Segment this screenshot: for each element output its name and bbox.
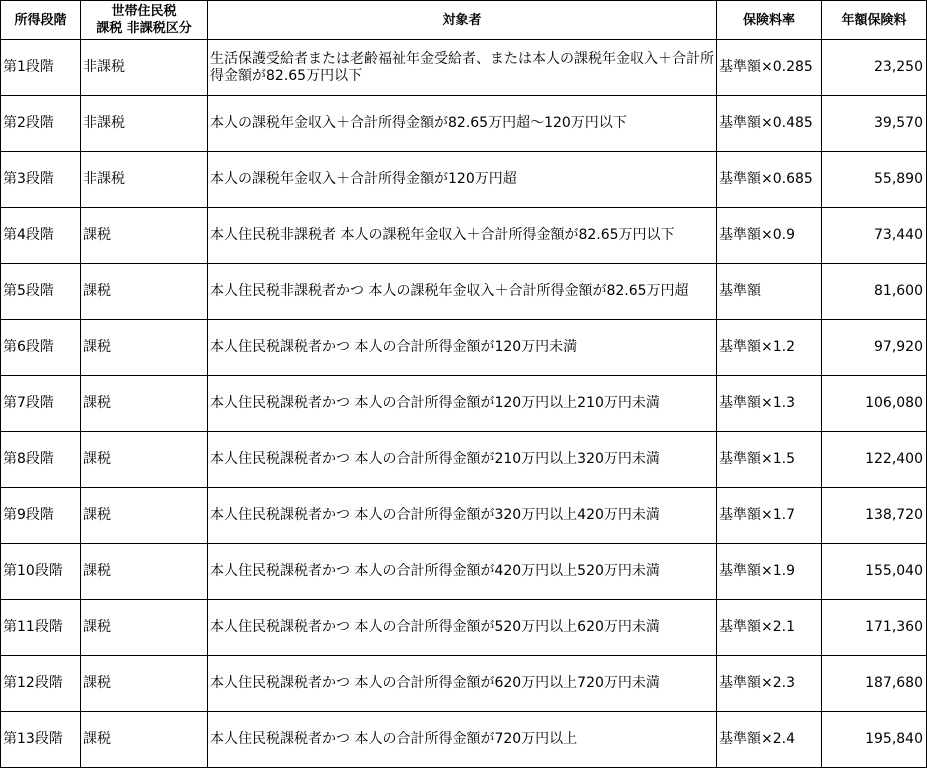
cell-target: 本人住民税非課税者 本人の課税年金収入＋合計所得金額が82.65万円以下 [208,208,717,264]
cell-tax: 非課税 [81,40,208,96]
cell-annual: 81,600 [822,264,927,320]
table-row [1,488,927,544]
cell-annual: 55,890 [822,152,927,208]
header-household-tax [81,1,208,40]
table-row [1,152,927,208]
cell-annual: 106,080 [822,376,927,432]
cell-target: 生活保護受給者または老齢福祉年金受給者、または本人の課税年金収入＋合計所得金額が82.65万円以下 [208,40,717,96]
table-row [1,96,927,152]
cell-annual: 138,720 [822,488,927,544]
cell-annual: 187,680 [822,656,927,712]
table-row [1,656,927,712]
header-grade: 所得段階 [1,1,81,40]
table-row [1,264,927,320]
header-household-line2: 課税 非課税区分 [96,21,192,36]
cell-tax: 非課税 [81,96,208,152]
cell-target: 本人住民税課税者かつ 本人の合計所得金額が120万円以上210万円未満 [208,376,717,432]
cell-rate: 基準額×1.9 [717,544,822,600]
cell-annual: 171,360 [822,600,927,656]
header-rate: 保険料率 [717,1,822,40]
cell-annual: 195,840 [822,712,927,768]
cell-target: 本人住民税非課税者かつ 本人の課税年金収入＋合計所得金額が82.65万円超 [208,264,717,320]
cell-grade: 第3段階 [1,152,81,208]
cell-grade: 第8段階 [1,432,81,488]
cell-grade: 第13段階 [1,712,81,768]
table-row [1,600,927,656]
cell-rate: 基準額×1.7 [717,488,822,544]
cell-tax: 課税 [81,376,208,432]
cell-rate: 基準額×1.2 [717,320,822,376]
cell-tax: 課税 [81,600,208,656]
cell-rate: 基準額×0.9 [717,208,822,264]
table-row [1,432,927,488]
cell-grade: 第2段階 [1,96,81,152]
cell-grade: 第10段階 [1,544,81,600]
cell-tax: 課税 [81,432,208,488]
table-row [1,40,927,96]
table-row [1,320,927,376]
cell-target: 本人住民税課税者かつ 本人の合計所得金額が620万円以上720万円未満 [208,656,717,712]
header-target: 対象者 [208,1,717,40]
cell-tax: 非課税 [81,152,208,208]
cell-rate: 基準額×0.485 [717,96,822,152]
cell-tax: 課税 [81,320,208,376]
header-household-line1: 世帯住民税 [111,4,177,19]
cell-annual: 97,920 [822,320,927,376]
header-row [1,1,927,40]
cell-target: 本人住民税課税者かつ 本人の合計所得金額が420万円以上520万円未満 [208,544,717,600]
cell-tax: 課税 [81,712,208,768]
cell-grade: 第12段階 [1,656,81,712]
cell-grade: 第1段階 [1,40,81,96]
cell-grade: 第5段階 [1,264,81,320]
cell-rate: 基準額×1.3 [717,376,822,432]
table-row [1,376,927,432]
cell-grade: 第11段階 [1,600,81,656]
cell-rate: 基準額×2.3 [717,656,822,712]
cell-rate: 基準額×0.685 [717,152,822,208]
cell-annual: 155,040 [822,544,927,600]
cell-target: 本人住民税課税者かつ 本人の合計所得金額が320万円以上420万円未満 [208,488,717,544]
header-annual: 年額保険料 [822,1,927,40]
table-row [1,544,927,600]
cell-target: 本人住民税課税者かつ 本人の合計所得金額が120万円未満 [208,320,717,376]
cell-tax: 課税 [81,656,208,712]
cell-tax: 課税 [81,488,208,544]
cell-target: 本人の課税年金収入＋合計所得金額が120万円超 [208,152,717,208]
cell-annual: 23,250 [822,40,927,96]
table-row [1,208,927,264]
cell-target: 本人住民税課税者かつ 本人の合計所得金額が210万円以上320万円未満 [208,432,717,488]
cell-target: 本人住民税課税者かつ 本人の合計所得金額が720万円以上 [208,712,717,768]
cell-rate: 基準額×2.1 [717,600,822,656]
cell-grade: 第6段階 [1,320,81,376]
cell-annual: 73,440 [822,208,927,264]
cell-grade: 第4段階 [1,208,81,264]
cell-annual: 122,400 [822,432,927,488]
cell-rate: 基準額×1.5 [717,432,822,488]
table-row [1,712,927,768]
cell-rate: 基準額×2.4 [717,712,822,768]
cell-grade: 第7段階 [1,376,81,432]
cell-annual: 39,570 [822,96,927,152]
cell-grade: 第9段階 [1,488,81,544]
cell-target: 本人の課税年金収入＋合計所得金額が82.65万円超～120万円以下 [208,96,717,152]
cell-tax: 課税 [81,264,208,320]
cell-tax: 課税 [81,544,208,600]
cell-tax: 課税 [81,208,208,264]
cell-rate: 基準額 [717,264,822,320]
cell-target: 本人住民税課税者かつ 本人の合計所得金額が520万円以上620万円未満 [208,600,717,656]
cell-rate: 基準額×0.285 [717,40,822,96]
